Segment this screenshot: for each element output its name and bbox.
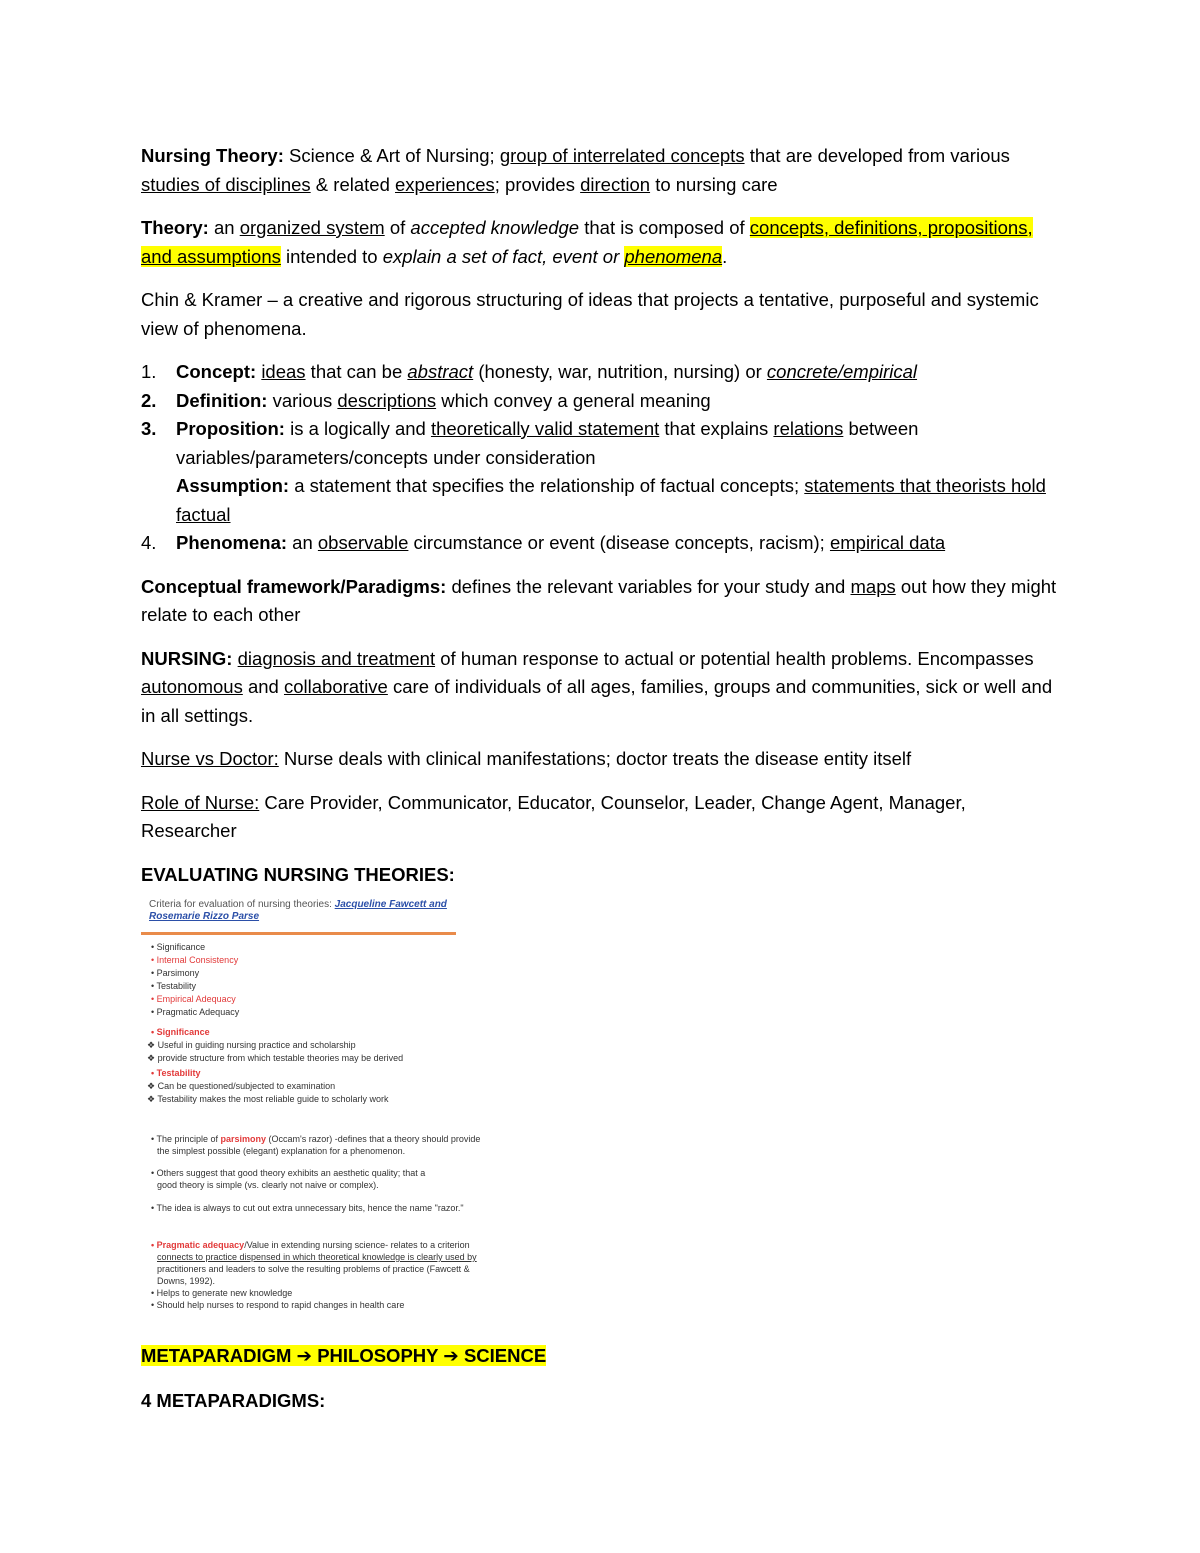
role-of-nurse-label: Role of Nurse:: [141, 791, 260, 813]
conceptual-label: Conceptual framework/Paradigms:: [141, 575, 447, 597]
assumption-subitem: [176, 472, 1066, 529]
text: a statement that specifies the relationship of factual concepts;: [289, 475, 805, 496]
role-of-nurse-paragraph: [141, 789, 1066, 846]
arrow-right-icon: ➔: [296, 1346, 313, 1367]
underlined-term: theoretically valid statement: [430, 418, 660, 439]
flow-metaparadigm: [141, 1345, 546, 1366]
text: that explains: [659, 418, 774, 439]
criteria-item: • Significance: [151, 942, 206, 952]
italic-term: explain a set of fact, event or: [382, 245, 625, 267]
list-label: Proposition:: [176, 418, 285, 439]
text: /Value in extending nursing science- relates to a criterion: [244, 1240, 470, 1250]
text: that are developed from various: [744, 145, 1010, 166]
testability-point: ❖ Can be questioned/subjected to examination: [147, 1081, 336, 1091]
underlined-term: statements that theorists hold factual: [176, 475, 1046, 525]
slide-title: [149, 899, 469, 923]
list-label: Concept:: [176, 361, 257, 382]
underlined-term: ideas: [261, 361, 306, 382]
pragmatic-line: • Helps to generate new knowledge: [151, 1288, 293, 1298]
text: (honesty, war, nutrition, nursing) or: [473, 361, 767, 382]
significance-point: ❖ Useful in guiding nursing practice and scholarship: [147, 1040, 356, 1050]
text: ; provides: [494, 173, 581, 195]
underlined-term: empirical data: [829, 532, 946, 553]
parsimony-line: good theory is simple (vs. clearly not naive or complex).: [157, 1180, 379, 1190]
list-number: 2.: [141, 389, 157, 411]
document-body: [141, 142, 1066, 1430]
underlined-term: diagnosis and treatment: [237, 647, 436, 669]
pragmatic-line: connects to practice dispensed in which theoretical knowledge is clearly used by: [157, 1252, 477, 1262]
theory-paragraph: [141, 214, 1066, 271]
evaluation-criteria-slide: [141, 895, 481, 1317]
list-item-definition: [141, 387, 1066, 416]
text: & related: [310, 173, 395, 195]
text: Science & Art of Nursing;: [283, 145, 500, 166]
slide-divider: [141, 932, 456, 935]
text: Nurse deals with clinical manifestations; doctor treats the disease entity itself: [278, 748, 912, 769]
parsimony-line: the simplest possible (elegant) explanation for a phenomenon.: [157, 1146, 406, 1156]
text: defines the relevant variables for your study and: [446, 575, 851, 597]
pragmatic-term: • Pragmatic adequacy: [151, 1240, 245, 1250]
pragmatic-line: [151, 1239, 470, 1252]
nursing-label: NURSING:: [141, 647, 233, 669]
text: that is composed of: [579, 217, 750, 238]
pragmatic-line: • Should help nurses to respond to rapid changes in health care: [151, 1300, 405, 1310]
text: • The principle of: [151, 1134, 221, 1144]
nursing-paragraph: [141, 645, 1066, 731]
nursing-theory-paragraph: [141, 142, 1066, 199]
nurse-vs-doctor-label: Nurse vs Doctor:: [141, 748, 279, 769]
text: between variables/parameters/concepts under consideration: [176, 418, 919, 468]
underlined-term: experiences: [395, 173, 495, 195]
parsimony-line: [151, 1133, 480, 1146]
text: circumstance or event (disease concepts, racism);: [408, 532, 830, 553]
metaparadigms-heading: 4 METAPARADIGMS:: [141, 1389, 326, 1411]
text: an: [208, 217, 240, 238]
text: various: [267, 389, 338, 411]
list-number: 4.: [141, 532, 157, 553]
definitions-list: [141, 358, 1066, 558]
flow-text: SCIENCE: [463, 1345, 547, 1366]
text: care of individuals of all ages, families, groups and communities, sick or well and in all settings.: [141, 676, 1053, 726]
underlined-term: concrete/empirical: [766, 361, 918, 382]
list-label: Definition:: [176, 389, 268, 411]
criteria-item: • Testability: [151, 981, 197, 991]
underlined-term: group of interrelated concepts: [499, 145, 745, 166]
underlined-term: studies of disciplines: [141, 173, 311, 195]
flow-text: METAPARADIGM: [141, 1345, 292, 1366]
parsimony-term: parsimony: [220, 1134, 267, 1144]
highlighted-term: phenomena: [624, 245, 723, 267]
arrow-right-icon: ➔: [443, 1346, 459, 1367]
underlined-term: organized system: [239, 217, 385, 238]
list-label: Phenomena:: [176, 532, 288, 553]
testability-heading: • Testability: [151, 1068, 201, 1078]
text: Care Provider, Communicator, Educator, Counselor, Leader, Change Agent, Manager, Researcher: [141, 791, 966, 841]
text: intended to: [280, 245, 383, 267]
list-item-phenomena: [141, 529, 1066, 558]
metaparadigm-flow: [141, 1342, 1066, 1372]
text: of: [384, 217, 411, 238]
underlined-term: abstract: [407, 361, 474, 382]
text: to nursing care: [650, 173, 778, 195]
significance-point: ❖ provide structure from which testable theories may be derived: [147, 1053, 404, 1063]
nurse-vs-doctor-paragraph: [141, 745, 1066, 774]
underlined-term: direction: [580, 173, 651, 195]
list-label: Assumption:: [176, 475, 290, 496]
significance-heading: • Significance: [151, 1027, 210, 1037]
underlined-term: observable: [317, 532, 409, 553]
underlined-term: collaborative: [283, 676, 388, 697]
italic-term: accepted knowledge: [410, 217, 580, 238]
nursing-theory-label: Nursing Theory:: [141, 145, 284, 166]
chin-kramer-paragraph: Chin & Kramer – a creative and rigorous structuring of ideas that projects a tentative, purposeful and systemic view of phenomena.: [141, 289, 1039, 339]
text: an: [287, 532, 318, 553]
list-item-proposition: [141, 415, 1066, 529]
flow-text: PHILOSOPHY: [317, 1345, 439, 1366]
list-item-concept: [141, 358, 1066, 387]
text: of human response to actual or potential health problems. Encompasses: [435, 647, 1034, 669]
list-number: 3.: [141, 418, 157, 439]
parsimony-line: • Others suggest that good theory exhibits an aesthetic quality; that a: [151, 1168, 426, 1178]
theory-label: Theory:: [141, 217, 209, 238]
slide-title-text: Criteria for evaluation of nursing theories:: [149, 899, 335, 910]
underlined-term: maps: [850, 575, 896, 597]
text: which convey a general meaning: [436, 389, 711, 411]
criteria-item: • Internal Consistency: [151, 955, 239, 965]
parsimony-line: • The idea is always to cut out extra unnecessary bits, hence the name "razor.": [151, 1203, 464, 1213]
text: and: [242, 676, 284, 697]
text: (Occam's razor) -defines that a theory should provide: [266, 1134, 481, 1144]
text: out how they might relate to each other: [141, 575, 1057, 625]
underlined-term: autonomous: [141, 676, 243, 697]
criteria-item: • Empirical Adequacy: [151, 994, 236, 1004]
testability-point: ❖ Testability makes the most reliable guide to scholarly work: [147, 1094, 389, 1104]
pragmatic-line: practitioners and leaders to solve the resulting problems of practice (Fawcett &: [157, 1264, 470, 1274]
pragmatic-line: Downs, 1992).: [157, 1276, 216, 1286]
list-number: 1.: [141, 361, 157, 382]
underlined-term: descriptions: [337, 389, 437, 411]
highlighted-term: concepts, definitions, propositions, and assumptions: [141, 217, 1033, 267]
criteria-item: • Pragmatic Adequacy: [151, 1007, 240, 1017]
evaluating-heading: EVALUATING NURSING THEORIES:: [141, 863, 455, 885]
text: .: [722, 245, 728, 267]
conceptual-framework-paragraph: [141, 573, 1066, 630]
text: that can be: [305, 361, 408, 382]
criteria-item: • Parsimony: [151, 968, 200, 978]
slide-title-link: Jacqueline Fawcett and Rosemarie Rizzo Parse: [149, 899, 447, 922]
underlined-term: relations: [773, 418, 844, 439]
text: is a logically and: [284, 418, 431, 439]
